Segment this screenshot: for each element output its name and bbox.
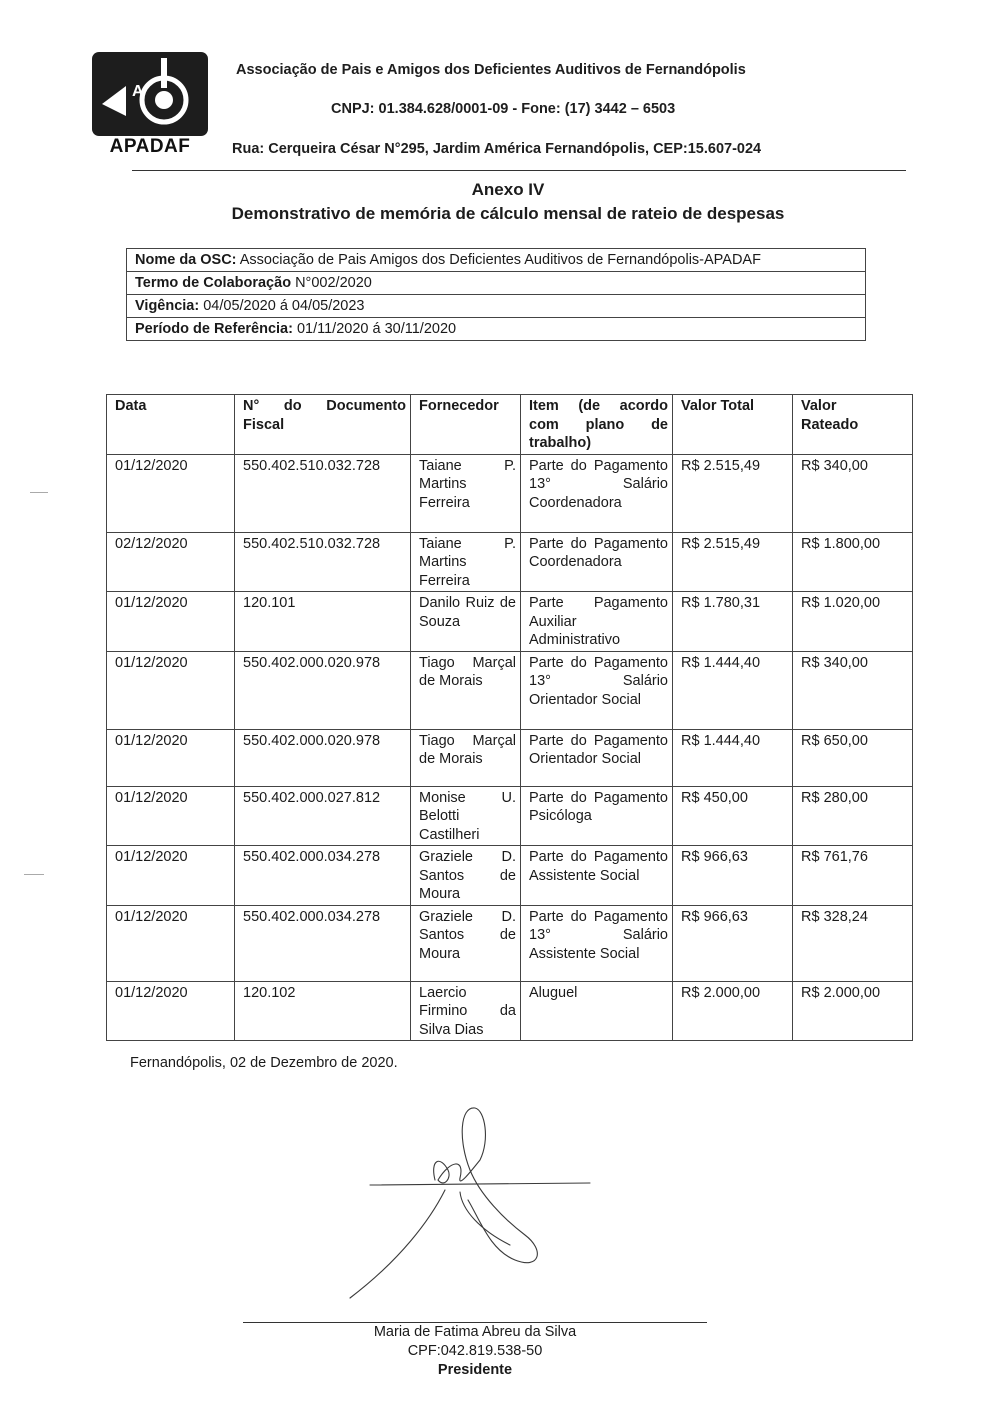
cell-fornecedor: Taiane P. Martins Ferreira: [411, 454, 521, 532]
cell-data: 01/12/2020: [107, 454, 235, 532]
periodo-label: Período de Referência:: [135, 321, 293, 337]
cell-valor-rateado: R$ 1.020,00: [793, 592, 913, 652]
cell-data: 01/12/2020: [107, 729, 235, 786]
table-row: [107, 592, 913, 652]
scan-mark: [30, 492, 48, 493]
osc-info-box: [126, 248, 866, 341]
cell-documento: 550.402.000.020.978: [235, 729, 411, 786]
signer-cpf: CPF:042.819.538-50: [407, 1343, 543, 1359]
cell-fornecedor: Monise U. Belotti Castilheri: [411, 786, 521, 846]
cell-valor-total: R$ 2.515,49: [673, 454, 793, 532]
cell-fornecedor: Taiane P. Martins Ferreira: [411, 532, 521, 592]
cell-data: 01/12/2020: [107, 651, 235, 729]
annex-title: Anexo IV: [471, 180, 545, 199]
scan-mark: [24, 874, 44, 875]
logo-wordmark: APADAF: [109, 136, 191, 157]
header-valor-rateado: Valor Rateado: [793, 395, 913, 455]
table-header-row: [107, 395, 913, 455]
cell-valor-rateado: R$ 2.000,00: [793, 981, 913, 1041]
cell-documento: 550.402.000.034.278: [235, 846, 411, 906]
cell-valor-total: R$ 1.444,40: [673, 729, 793, 786]
cell-valor-rateado: R$ 1.800,00: [793, 532, 913, 592]
termo-value: N°002/2020: [295, 275, 372, 291]
cell-item: Parte do Pagamento 13° Salário Assistente Social: [521, 905, 673, 981]
logo-emblem: [92, 52, 208, 136]
termo-row: [127, 271, 865, 294]
document-subtitle: Demonstrativo de memória de cálculo mensal de rateio de despesas: [231, 204, 785, 223]
header-valor-total: Valor Total: [673, 395, 793, 455]
signature-line: [243, 1322, 707, 1323]
ear-symbol-icon: [92, 52, 208, 136]
table-row: [107, 729, 913, 786]
periodo-value: 01/11/2020 á 30/11/2020: [296, 321, 457, 337]
cell-valor-total: R$ 966,63: [673, 905, 793, 981]
cell-valor-rateado: R$ 761,76: [793, 846, 913, 906]
cell-item: Parte do Pagamento Psicóloga: [521, 786, 673, 846]
cell-item: Parte do Pagamento 13° Salário Coordenadora: [521, 454, 673, 532]
osc-name-row: [127, 249, 865, 271]
osc-name-value: Associação de Pais Amigos dos Deficientes Auditivos de Fernandópolis-APADAF: [239, 252, 761, 268]
svg-text:A: A: [132, 83, 144, 100]
cell-valor-rateado: R$ 328,24: [793, 905, 913, 981]
cell-fornecedor: Tiago Marçal de Morais: [411, 651, 521, 729]
org-cnpj-phone: CNPJ: 01.384.628/0001-09 - Fone: (17) 3442 – 6503: [331, 101, 676, 117]
org-address: Rua: Cerqueira César N°295, Jardim América Fernandópolis, CEP:15.607-024: [232, 141, 762, 157]
cell-data: 01/12/2020: [107, 786, 235, 846]
termo-label: Termo de Colaboração: [135, 275, 292, 291]
signer-role: Presidente: [437, 1362, 513, 1378]
cell-documento: 550.402.510.032.728: [235, 454, 411, 532]
table-row: [107, 981, 913, 1041]
place-and-date: Fernandópolis, 02 de Dezembro de 2020.: [130, 1055, 398, 1071]
header-fornecedor: Fornecedor: [411, 395, 521, 455]
table-row: [107, 905, 913, 981]
cell-fornecedor: Graziele D. Santos de Moura: [411, 846, 521, 906]
cell-fornecedor: Laercio Firmino da Silva Dias: [411, 981, 521, 1041]
cell-fornecedor: Tiago Marçal de Morais: [411, 729, 521, 786]
vigencia-label: Vigência:: [135, 298, 200, 314]
cell-data: 02/12/2020: [107, 532, 235, 592]
cell-valor-total: R$ 2.515,49: [673, 532, 793, 592]
table-row: [107, 846, 913, 906]
cell-documento: 550.402.510.032.728: [235, 532, 411, 592]
cell-fornecedor: Danilo Ruiz de Souza: [411, 592, 521, 652]
cell-documento: 120.101: [235, 592, 411, 652]
vigencia-value: 04/05/2020 á 04/05/2023: [203, 298, 365, 314]
cell-item: Aluguel: [521, 981, 673, 1041]
table-row: [107, 786, 913, 846]
cell-documento: 120.102: [235, 981, 411, 1041]
header-divider: [132, 170, 906, 171]
cell-valor-total: R$ 966,63: [673, 846, 793, 906]
cell-valor-total: R$ 1.444,40: [673, 651, 793, 729]
cell-documento: 550.402.000.027.812: [235, 786, 411, 846]
table-row: [107, 532, 913, 592]
cell-item: Parte do Pagamento 13° Salário Orientador Social: [521, 651, 673, 729]
header-documento-fiscal: N° do Documento Fiscal: [235, 395, 411, 455]
header-item: Item (de acordo com plano de trabalho): [521, 395, 673, 455]
cell-valor-rateado: R$ 280,00: [793, 786, 913, 846]
cell-data: 01/12/2020: [107, 981, 235, 1041]
cell-data: 01/12/2020: [107, 905, 235, 981]
cell-item: Parte do Pagamento Assistente Social: [521, 846, 673, 906]
cell-valor-total: R$ 1.780,31: [673, 592, 793, 652]
periodo-row: [127, 317, 865, 340]
cell-item: Parte Pagamento Auxiliar Administrativo: [521, 592, 673, 652]
osc-name-label: Nome da OSC:: [135, 252, 237, 268]
signer-name: Maria de Fatima Abreu da Silva: [373, 1324, 577, 1340]
apadaf-logo: [92, 52, 208, 158]
handwritten-signature: [340, 1100, 600, 1310]
cell-item: Parte do Pagamento Coordenadora: [521, 532, 673, 592]
cell-item: Parte do Pagamento Orientador Social: [521, 729, 673, 786]
cell-valor-total: R$ 450,00: [673, 786, 793, 846]
cell-data: 01/12/2020: [107, 592, 235, 652]
cell-fornecedor: Graziele D. Santos de Moura: [411, 905, 521, 981]
cell-data: 01/12/2020: [107, 846, 235, 906]
vigencia-row: [127, 294, 865, 317]
cell-valor-total: R$ 2.000,00: [673, 981, 793, 1041]
cell-documento: 550.402.000.034.278: [235, 905, 411, 981]
expense-table: [106, 394, 913, 1041]
table-row: [107, 651, 913, 729]
org-name: Associação de Pais e Amigos dos Deficientes Auditivos de Fernandópolis: [236, 62, 746, 78]
cell-valor-rateado: R$ 340,00: [793, 454, 913, 532]
header-data: Data: [107, 395, 235, 455]
cell-valor-rateado: R$ 340,00: [793, 651, 913, 729]
cell-valor-rateado: R$ 650,00: [793, 729, 913, 786]
cell-documento: 550.402.000.020.978: [235, 651, 411, 729]
table-row: [107, 454, 913, 532]
